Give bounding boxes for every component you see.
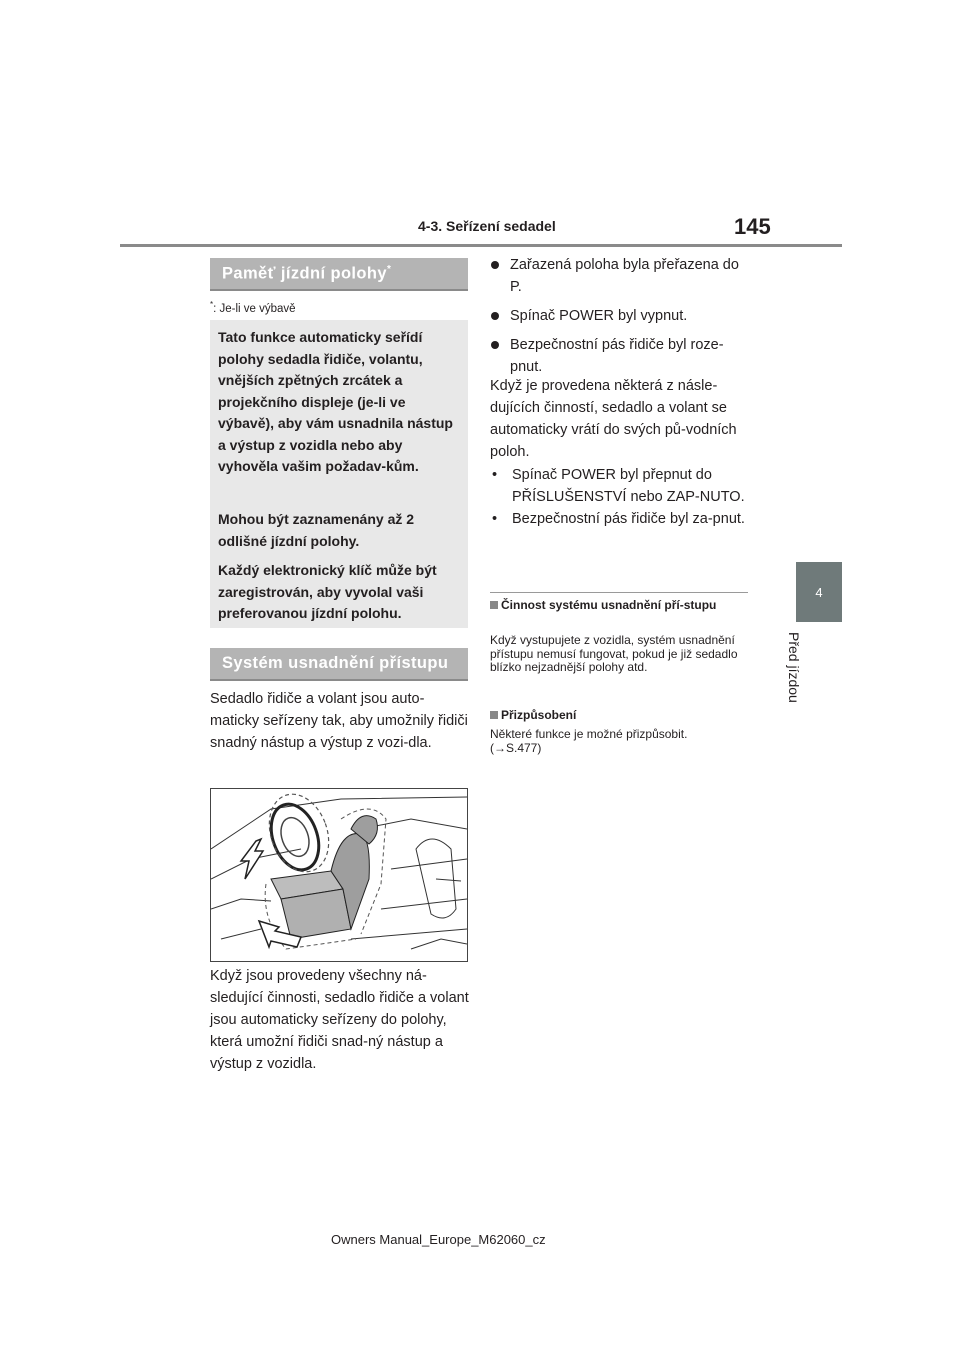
section-title: 4-3. Seřízení sedadel xyxy=(418,218,556,234)
heading-asterisk: * xyxy=(386,264,392,275)
info-paragraph: Mohou být zaznamenány až 2 odlišné jízdní polohy. xyxy=(218,511,415,549)
square-bullet-icon xyxy=(490,711,498,719)
note-heading-text: Přizpůsobení xyxy=(501,708,577,722)
seat-illustration xyxy=(210,788,468,962)
note-body: Některé funkce je možné přizpůsobit. (→S.477) xyxy=(490,727,688,755)
chapter-label-wrap xyxy=(782,632,806,712)
page-footer: Owners Manual_Europe_M62060_cz xyxy=(331,1232,546,1247)
info-paragraph: Tato funkce automaticky seřídí polohy sedadla řidiče, volantu, vnějších zpětných zrcátek a projekčního displeje (je-li ve výbavě), aby vám usnadnila nástup a výstup z vozidla nebo aby vyhověla vašim požadav-kům. xyxy=(218,329,453,474)
footnote-text: : Je-li ve výbavě xyxy=(213,302,296,315)
info-paragraph: Každý elektronický klíč může být zaregistrován, aby vyvolal vaši preferovanou jízdní polohu. xyxy=(218,562,437,621)
list-item: Spínač POWER byl vypnut. xyxy=(490,305,752,327)
page-number: 145 xyxy=(734,214,771,239)
note-heading xyxy=(490,598,740,612)
heading-underline xyxy=(210,679,468,681)
info-box xyxy=(210,320,468,628)
section-heading-easy-access xyxy=(210,648,468,679)
heading-text: Systém usnadnění přístupu xyxy=(222,654,449,672)
note-heading-text: Činnost systému usnadnění pří-stupu xyxy=(501,598,717,612)
list-item: • Bezpečnostní pás řidiče byl za-pnut. xyxy=(490,508,752,530)
list-item: • Spínač POWER byl přepnut do PŘÍSLUŠENSTVÍ nebo ZAP-NUTO. xyxy=(490,464,752,508)
footnote xyxy=(210,300,296,315)
body-paragraph: Když je provedena některá z násle-dujících činností, sedadlo a volant se automaticky vrátí do svých pů-vodních poloh. xyxy=(490,378,737,460)
return-condition-list xyxy=(490,464,752,530)
heading-underline xyxy=(210,289,468,291)
condition-list xyxy=(490,254,752,385)
note-heading xyxy=(490,708,740,722)
divider xyxy=(490,592,748,593)
chapter-label: Před jízdou xyxy=(786,632,802,703)
list-item: Zařazená poloha byla přeřazena do P. xyxy=(490,254,752,298)
chapter-number: 4 xyxy=(815,584,823,600)
section-heading-memory xyxy=(210,258,468,289)
header-rule xyxy=(120,244,842,247)
list-item: Bezpečnostní pás řidiče byl roze-pnut. xyxy=(490,334,752,378)
footnote-asterisk: * xyxy=(210,300,214,309)
chapter-tab xyxy=(796,562,842,622)
seat-drawing xyxy=(211,789,467,961)
body-paragraph: Když jsou provedeny všechny ná-sledující činnosti, sedadlo řidiče a volant jsou automaticky seřízeny do polohy, která umožní řidiči snad-ný nástup a výstup z vozidla. xyxy=(210,968,469,1072)
square-bullet-icon xyxy=(490,601,498,609)
note-body: Když vystupujete z vozidla, systém usnadnění přístupu nemusí fungovat, pokud je již sedadlo blízko nejzadnější polohy atd. xyxy=(490,633,738,674)
heading-text: Paměť jízdní polohy xyxy=(222,264,387,283)
body-paragraph: Sedadlo řidiče a volant jsou auto-maticky seřízeny tak, aby umožnily řidiči snadný nástup a výstup z vozi-dla. xyxy=(210,691,468,751)
